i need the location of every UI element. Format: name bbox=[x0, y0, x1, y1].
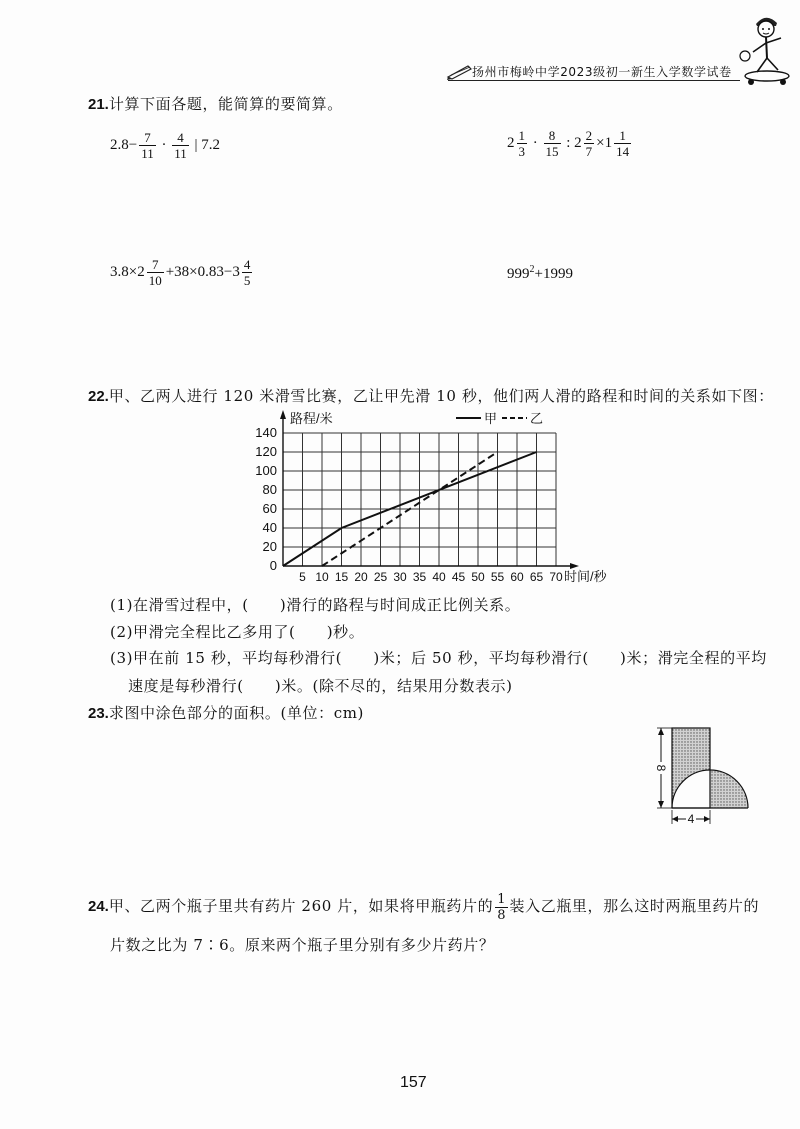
legend-label-1: 甲 bbox=[484, 411, 498, 426]
header-rule bbox=[448, 80, 740, 81]
question-number: 23. bbox=[88, 705, 109, 722]
x-tick-label: 50 bbox=[471, 570, 485, 584]
expression-21-4 bbox=[507, 252, 573, 292]
expression-text: +38×0.83−3 bbox=[165, 264, 240, 280]
x-tick-label: 35 bbox=[412, 570, 427, 584]
fraction bbox=[139, 130, 156, 161]
y-axis-label: 路程/米 bbox=[290, 411, 333, 426]
x-tick-label: 20 bbox=[354, 570, 368, 584]
question-number: 24. bbox=[88, 898, 109, 915]
cartoon-student-icon bbox=[736, 12, 794, 90]
expression-text: | 7.2 bbox=[194, 137, 221, 153]
denominator: 14 bbox=[616, 144, 630, 160]
denominator: 10 bbox=[148, 273, 162, 289]
question-24-line-1 bbox=[88, 888, 759, 925]
shaded-area-figure bbox=[645, 720, 760, 832]
question-text: 甲、乙两人进行 120 米滑雪比赛，乙让甲先滑 10 秒，他们两人滑的路程和时间的关系如下图： bbox=[108, 387, 774, 405]
y-tick-label: 80 bbox=[262, 482, 277, 497]
expression-text: 3.8×2 bbox=[110, 264, 145, 280]
y-tick-label: 0 bbox=[269, 558, 277, 573]
expression-text: 2.8− bbox=[110, 137, 138, 153]
chart-legend bbox=[456, 411, 543, 426]
denominator: 11 bbox=[141, 146, 154, 162]
question-22-part-3: (3)甲在前 15 秒，平均每秒滑行( )米；后 50 秒，平均每秒滑行( )米；滑完全程的平均 bbox=[110, 649, 767, 667]
y-axis-arrow bbox=[280, 410, 286, 419]
y-tick-label: 120 bbox=[255, 444, 277, 459]
fraction bbox=[584, 128, 595, 159]
denominator: 5 bbox=[243, 273, 251, 289]
numerator: 8 bbox=[548, 128, 556, 144]
x-tick-label: 40 bbox=[432, 570, 446, 584]
expression-21-3 bbox=[110, 254, 254, 290]
x-tick-label: 10 bbox=[315, 570, 329, 584]
shaded-rectangle-region bbox=[672, 728, 710, 808]
fraction bbox=[242, 257, 253, 288]
width-label: 4 bbox=[687, 812, 695, 826]
arrowhead bbox=[672, 816, 678, 822]
x-tick-label: 5 bbox=[299, 570, 306, 584]
question-number: 22. bbox=[88, 388, 109, 405]
y-tick-label: 100 bbox=[255, 463, 277, 478]
x-tick-label: 15 bbox=[334, 570, 349, 584]
numerator: 1 bbox=[619, 128, 626, 144]
distance-time-chart bbox=[230, 400, 620, 590]
expression-21-1 bbox=[110, 127, 220, 163]
legend-label-2: 乙 bbox=[530, 411, 544, 426]
exam-header-title: 扬州市梅岭中学2023级初一新生入学数学试卷 bbox=[472, 65, 732, 79]
x-tick-label: 70 bbox=[549, 570, 563, 584]
expression-text: · bbox=[161, 137, 167, 153]
numerator: 4 bbox=[243, 257, 251, 273]
fraction bbox=[544, 128, 561, 159]
height-label: 8 bbox=[654, 764, 668, 772]
x-axis-label: 时间/秒 bbox=[564, 569, 607, 584]
x-tick-label: 55 bbox=[490, 570, 505, 584]
denominator: 3 bbox=[518, 144, 525, 160]
question-24-line-2: 片数之比为 7∶6。原来两个瓶子里分别有多少片药片？ bbox=[110, 936, 495, 954]
x-tick-label: 30 bbox=[393, 570, 407, 584]
expression-text: · bbox=[532, 135, 538, 151]
expression-text: ×1 bbox=[596, 135, 613, 151]
y-tick-label: 60 bbox=[262, 501, 277, 516]
question-text: 计算下面各题，能简算的要简算。 bbox=[108, 95, 343, 113]
shaded-quarter-circle bbox=[710, 770, 748, 808]
question-21-prompt bbox=[88, 93, 343, 116]
y-tick-label: 140 bbox=[255, 425, 277, 440]
denominator: 15 bbox=[545, 144, 559, 160]
fraction bbox=[517, 128, 528, 159]
question-22-part-3-continued: 速度是每秒滑行( )米。(除不尽的，结果用分数表示) bbox=[128, 677, 513, 695]
fraction bbox=[614, 128, 631, 159]
pen-icon bbox=[446, 62, 474, 80]
numerator: 4 bbox=[177, 130, 184, 146]
expression-exponent: 2 bbox=[529, 264, 535, 275]
expression-21-2 bbox=[507, 125, 633, 161]
denominator: 8 bbox=[497, 907, 506, 923]
question-number: 21. bbox=[88, 96, 109, 113]
expression-text: 2 bbox=[507, 135, 515, 151]
expression-text: : 2 bbox=[566, 135, 582, 151]
fraction bbox=[495, 892, 507, 923]
question-22-part-1: (1)在滑雪过程中，( )滑行的路程与时间成正比例关系。 bbox=[110, 596, 521, 614]
question-text: 求图中涂色部分的面积。(单位：cm) bbox=[108, 704, 364, 722]
numerator: 7 bbox=[144, 130, 151, 146]
question-22-part-2: (2)甲滑完全程比乙多用了( )秒。 bbox=[110, 623, 365, 641]
x-tick-label: 25 bbox=[373, 570, 388, 584]
denominator: 7 bbox=[585, 144, 593, 160]
y-tick-label: 40 bbox=[262, 520, 277, 535]
question-23-prompt bbox=[88, 702, 364, 725]
fraction bbox=[172, 130, 189, 161]
arrowhead bbox=[658, 728, 664, 735]
numerator: 7 bbox=[151, 257, 159, 273]
arrowhead bbox=[704, 816, 710, 822]
x-tick-label: 60 bbox=[510, 570, 524, 584]
page-number: 157 bbox=[400, 1074, 427, 1091]
question-text: 装入乙瓶里，那么这时两瓶里药片的 bbox=[509, 897, 760, 915]
arrowhead bbox=[658, 801, 664, 808]
numerator: 1 bbox=[497, 891, 506, 907]
x-tick-label: 45 bbox=[451, 570, 466, 584]
expression-text: +1999 bbox=[534, 266, 573, 282]
question-text: 甲、乙两个瓶子里共有药片 260 片，如果将甲瓶药片的 bbox=[108, 897, 494, 915]
chart-marks bbox=[255, 410, 579, 584]
y-tick-label: 20 bbox=[262, 539, 277, 554]
denominator: 11 bbox=[174, 146, 187, 162]
x-tick-label: 65 bbox=[529, 570, 544, 584]
numerator: 2 bbox=[585, 128, 593, 144]
expression-base: 999 bbox=[507, 266, 530, 282]
numerator: 1 bbox=[518, 128, 525, 144]
fraction bbox=[147, 257, 164, 288]
